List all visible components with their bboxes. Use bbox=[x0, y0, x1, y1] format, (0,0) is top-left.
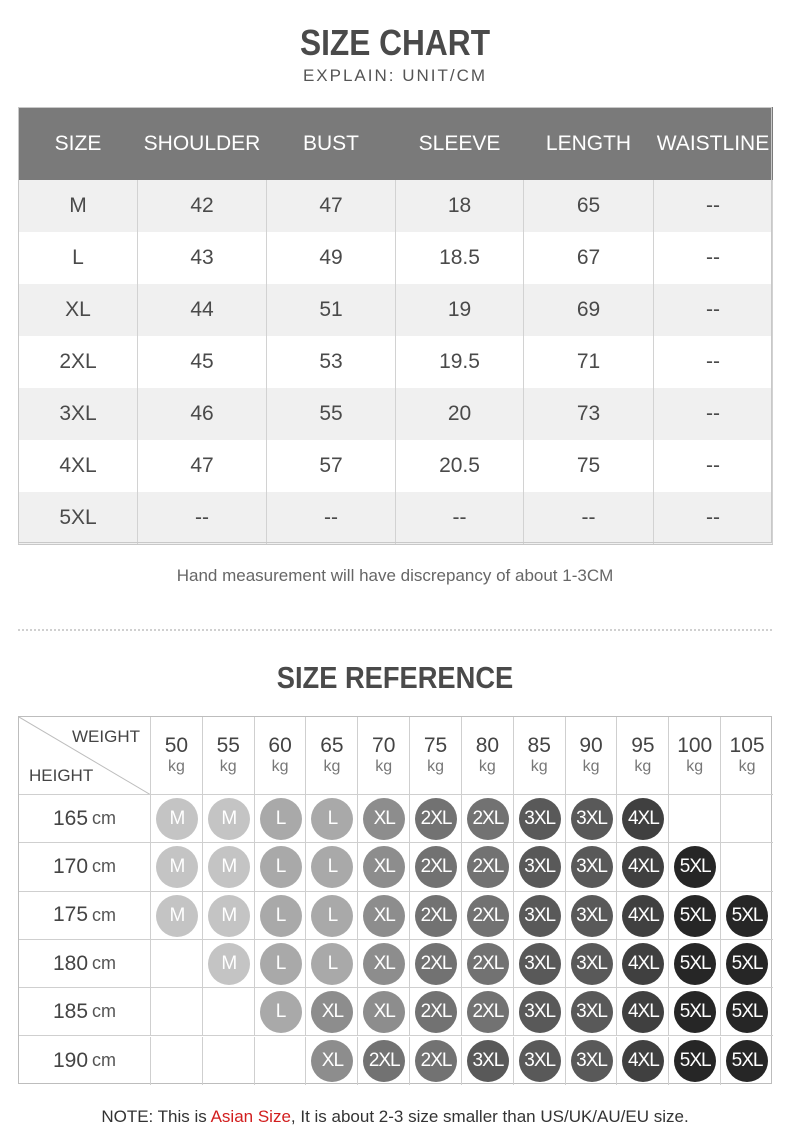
grid-cell bbox=[306, 988, 358, 1036]
measurement-cell: -- bbox=[654, 492, 773, 544]
grid-cell bbox=[306, 843, 358, 891]
size-badge: 5XL bbox=[726, 895, 768, 937]
size-badge: 2XL bbox=[467, 895, 509, 937]
grid-cell bbox=[721, 988, 773, 1036]
measurement-cell: 75 bbox=[524, 440, 654, 492]
measurement-cell: 67 bbox=[524, 232, 654, 284]
size-badge: M bbox=[156, 798, 198, 840]
grid-cell bbox=[306, 940, 358, 988]
size-badge: L bbox=[260, 798, 302, 840]
height-row-label bbox=[19, 1037, 151, 1085]
table-row bbox=[19, 232, 773, 284]
grid-cell bbox=[669, 892, 721, 940]
height-value: 185 bbox=[52, 999, 89, 1023]
size-badge: L bbox=[311, 846, 353, 888]
size-badge: 3XL bbox=[571, 895, 613, 937]
grid-cell bbox=[566, 795, 618, 843]
grid-cell bbox=[514, 1037, 566, 1085]
weight-header-cell bbox=[462, 717, 514, 795]
measurement-cell: -- bbox=[654, 284, 773, 336]
size-badge: 3XL bbox=[571, 991, 613, 1033]
height-row-label bbox=[19, 843, 151, 891]
measurement-cell: 46 bbox=[138, 388, 267, 440]
measurement-cell: 43 bbox=[138, 232, 267, 284]
size-badge: L bbox=[260, 846, 302, 888]
size-badge: 3XL bbox=[519, 846, 561, 888]
size-badge: 4XL bbox=[622, 798, 664, 840]
size-label-cell: M bbox=[19, 180, 138, 232]
footer-note bbox=[0, 1107, 790, 1127]
table-row bbox=[19, 336, 773, 388]
measurement-cell: 55 bbox=[267, 388, 396, 440]
weight-value: 50 bbox=[164, 733, 189, 757]
size-badge: 5XL bbox=[674, 1040, 716, 1082]
table-row bbox=[19, 284, 773, 336]
weight-unit: kg bbox=[167, 757, 185, 775]
size-badge: XL bbox=[363, 895, 405, 937]
column-header: WAISTLINE bbox=[654, 107, 773, 180]
table-row bbox=[19, 440, 773, 492]
measurement-cell: -- bbox=[267, 492, 396, 544]
measurement-cell: -- bbox=[654, 388, 773, 440]
size-badge: 5XL bbox=[726, 991, 768, 1033]
size-badge: 2XL bbox=[467, 943, 509, 985]
size-badge: 3XL bbox=[571, 798, 613, 840]
size-badge: 4XL bbox=[622, 1040, 664, 1082]
size-badge: 2XL bbox=[415, 798, 457, 840]
grid-cell bbox=[306, 892, 358, 940]
weight-header-cell bbox=[255, 717, 307, 795]
size-badge: 3XL bbox=[571, 846, 613, 888]
measurement-cell: -- bbox=[654, 440, 773, 492]
weight-unit: kg bbox=[686, 757, 704, 775]
grid-cell bbox=[514, 988, 566, 1036]
grid-cell bbox=[203, 940, 255, 988]
weight-unit: kg bbox=[478, 757, 496, 775]
size-badge: 3XL bbox=[571, 943, 613, 985]
size-badge: 5XL bbox=[674, 895, 716, 937]
size-badge: L bbox=[311, 895, 353, 937]
size-badge: 2XL bbox=[415, 846, 457, 888]
grid-cell bbox=[617, 1037, 669, 1085]
grid-cell bbox=[669, 988, 721, 1036]
weight-value: 70 bbox=[372, 733, 396, 757]
weight-header-cell bbox=[514, 717, 566, 795]
size-badge: XL bbox=[363, 846, 405, 888]
size-badge: L bbox=[311, 798, 353, 840]
height-unit: cm bbox=[92, 1050, 117, 1071]
grid-cell bbox=[669, 940, 721, 988]
grid-cell bbox=[514, 795, 566, 843]
grid-cell bbox=[151, 1037, 203, 1085]
grid-cell bbox=[566, 892, 618, 940]
size-badge: 2XL bbox=[363, 1040, 405, 1082]
size-badge: L bbox=[260, 943, 302, 985]
weight-unit: kg bbox=[530, 757, 548, 775]
size-badge: 2XL bbox=[415, 895, 457, 937]
size-chart-subtitle: EXPLAIN: UNIT/CM bbox=[302, 66, 488, 85]
grid-cell bbox=[358, 988, 410, 1036]
size-label-cell: L bbox=[19, 232, 138, 284]
size-badge: M bbox=[208, 895, 250, 937]
grid-cell bbox=[566, 940, 618, 988]
grid-cell bbox=[566, 1037, 618, 1085]
grid-cell bbox=[203, 795, 255, 843]
size-badge: 5XL bbox=[674, 943, 716, 985]
grid-cell bbox=[255, 892, 307, 940]
grid-cell bbox=[617, 988, 669, 1036]
height-row-label bbox=[19, 795, 151, 843]
size-badge: XL bbox=[311, 1040, 353, 1082]
size-chart-table bbox=[18, 107, 773, 545]
grid-cell bbox=[514, 843, 566, 891]
size-badge: 3XL bbox=[571, 1040, 613, 1082]
measurement-cell: 47 bbox=[138, 440, 267, 492]
measurement-cell: 73 bbox=[524, 388, 654, 440]
grid-cell bbox=[669, 795, 721, 843]
grid-cell bbox=[151, 988, 203, 1036]
size-badge: 2XL bbox=[467, 798, 509, 840]
measurement-cell: 65 bbox=[524, 180, 654, 232]
size-badge: 4XL bbox=[622, 943, 664, 985]
grid-cell bbox=[617, 795, 669, 843]
grid-cell bbox=[358, 795, 410, 843]
measurement-cell: 20.5 bbox=[396, 440, 524, 492]
grid-cell bbox=[255, 843, 307, 891]
grid-cell bbox=[358, 1037, 410, 1085]
grid-cell bbox=[669, 1037, 721, 1085]
measurement-cell: 42 bbox=[138, 180, 267, 232]
size-badge: 4XL bbox=[622, 846, 664, 888]
grid-cell bbox=[617, 892, 669, 940]
height-row-label bbox=[19, 892, 151, 940]
measurement-cell: -- bbox=[396, 492, 524, 544]
grid-cell bbox=[410, 940, 462, 988]
measurement-cell: 53 bbox=[267, 336, 396, 388]
measurement-cell: 18 bbox=[396, 180, 524, 232]
grid-cell bbox=[358, 843, 410, 891]
size-badge: XL bbox=[363, 798, 405, 840]
measurement-cell: 49 bbox=[267, 232, 396, 284]
measurement-cell: -- bbox=[138, 492, 267, 544]
weight-unit: kg bbox=[634, 757, 652, 775]
height-value: 180 bbox=[52, 951, 89, 975]
size-badge: M bbox=[208, 798, 250, 840]
weight-header-cell bbox=[669, 717, 721, 795]
size-label-cell: 3XL bbox=[19, 388, 138, 440]
weight-header-cell bbox=[617, 717, 669, 795]
size-badge: L bbox=[260, 991, 302, 1033]
size-badge: M bbox=[156, 895, 198, 937]
size-badge: 3XL bbox=[519, 943, 561, 985]
footer-note-prefix: NOTE: This is bbox=[101, 1107, 211, 1126]
height-row-label bbox=[19, 988, 151, 1036]
size-label-cell: XL bbox=[19, 284, 138, 336]
size-badge: 2XL bbox=[415, 943, 457, 985]
grid-cell bbox=[514, 940, 566, 988]
grid-cell bbox=[566, 843, 618, 891]
grid-cell bbox=[151, 843, 203, 891]
measurement-cell: 44 bbox=[138, 284, 267, 336]
grid-cell bbox=[410, 795, 462, 843]
height-unit: cm bbox=[92, 904, 117, 925]
grid-cell bbox=[203, 843, 255, 891]
column-header: SHOULDER bbox=[138, 107, 267, 180]
size-chart-title: SIZE CHART bbox=[299, 22, 491, 63]
table-row bbox=[19, 492, 773, 544]
size-badge: 2XL bbox=[415, 1040, 457, 1082]
grid-cell bbox=[255, 988, 307, 1036]
weight-header-cell bbox=[306, 717, 358, 795]
grid-cell bbox=[462, 988, 514, 1036]
grid-cell bbox=[721, 892, 773, 940]
weight-header-cell bbox=[566, 717, 618, 795]
column-header: SIZE bbox=[19, 107, 138, 180]
weight-header-cell bbox=[203, 717, 255, 795]
measurement-note: Hand measurement will have discrepancy of about 1-3CM bbox=[176, 566, 614, 585]
height-unit: cm bbox=[92, 1001, 117, 1022]
table-row bbox=[19, 388, 773, 440]
grid-cell bbox=[203, 892, 255, 940]
size-badge: XL bbox=[363, 943, 405, 985]
weight-unit: kg bbox=[219, 757, 237, 775]
weight-unit: kg bbox=[323, 757, 341, 775]
measurement-cell: 20 bbox=[396, 388, 524, 440]
weight-header-cell bbox=[410, 717, 462, 795]
size-badge: 3XL bbox=[467, 1040, 509, 1082]
weight-unit: kg bbox=[738, 757, 756, 775]
size-badge: 5XL bbox=[674, 991, 716, 1033]
size-badge: 3XL bbox=[519, 1040, 561, 1082]
measurement-cell: -- bbox=[654, 180, 773, 232]
weight-value: 80 bbox=[475, 733, 500, 757]
asian-size-highlight: Asian Size bbox=[210, 1107, 291, 1126]
size-badge: 5XL bbox=[674, 846, 716, 888]
grid-cell bbox=[514, 892, 566, 940]
grid-cell bbox=[410, 892, 462, 940]
measurement-cell: -- bbox=[654, 336, 773, 388]
column-header: LENGTH bbox=[524, 107, 654, 180]
table-row bbox=[19, 180, 773, 232]
size-badge: XL bbox=[363, 991, 405, 1033]
size-badge: 4XL bbox=[622, 991, 664, 1033]
size-label-cell: 5XL bbox=[19, 492, 138, 544]
grid-cell bbox=[721, 940, 773, 988]
size-badge: M bbox=[208, 943, 250, 985]
grid-cell bbox=[151, 795, 203, 843]
height-row-label bbox=[19, 940, 151, 988]
size-badge: 2XL bbox=[415, 991, 457, 1033]
grid-cell bbox=[255, 940, 307, 988]
measurement-cell: 45 bbox=[138, 336, 267, 388]
grid-cell bbox=[617, 940, 669, 988]
size-reference-grid bbox=[18, 716, 772, 1084]
weight-value: 75 bbox=[423, 733, 448, 757]
weight-unit: kg bbox=[427, 757, 444, 775]
weight-value: 55 bbox=[216, 733, 240, 757]
measurement-cell: -- bbox=[524, 492, 654, 544]
size-badge: 3XL bbox=[519, 991, 561, 1033]
weight-axis-label: WEIGHT bbox=[72, 727, 140, 746]
grid-cell bbox=[462, 1037, 514, 1085]
weight-header-cell bbox=[151, 717, 203, 795]
size-badge: 4XL bbox=[622, 895, 664, 937]
size-badge: L bbox=[311, 943, 353, 985]
height-unit: cm bbox=[92, 856, 117, 877]
size-badge: M bbox=[156, 846, 198, 888]
height-axis-label: HEIGHT bbox=[29, 766, 94, 785]
grid-cell bbox=[721, 795, 773, 843]
weight-value: 105 bbox=[729, 733, 765, 757]
height-value: 170 bbox=[52, 854, 89, 878]
grid-cell bbox=[255, 795, 307, 843]
grid-cell bbox=[203, 1037, 255, 1085]
size-badge: L bbox=[260, 895, 302, 937]
measurement-cell: -- bbox=[654, 232, 773, 284]
size-chart-header-row bbox=[19, 107, 773, 180]
size-badge: 3XL bbox=[519, 895, 561, 937]
size-badge: 5XL bbox=[726, 1040, 768, 1082]
grid-cell bbox=[669, 843, 721, 891]
measurement-cell: 19 bbox=[396, 284, 524, 336]
grid-cell bbox=[566, 988, 618, 1036]
grid-cell bbox=[306, 1037, 358, 1085]
weight-value: 100 bbox=[677, 733, 713, 757]
grid-cell bbox=[721, 843, 773, 891]
measurement-cell: 18.5 bbox=[396, 232, 524, 284]
grid-cell bbox=[151, 892, 203, 940]
size-badge: 3XL bbox=[519, 798, 561, 840]
size-badge: M bbox=[208, 846, 250, 888]
weight-value: 85 bbox=[527, 733, 551, 757]
height-value: 175 bbox=[52, 903, 89, 927]
height-unit: cm bbox=[92, 808, 117, 829]
measurement-cell: 69 bbox=[524, 284, 654, 336]
grid-cell bbox=[462, 843, 514, 891]
grid-cell bbox=[255, 1037, 307, 1085]
grid-cell bbox=[462, 795, 514, 843]
weight-value: 65 bbox=[320, 733, 344, 757]
grid-cell bbox=[410, 1037, 462, 1085]
weight-unit: kg bbox=[271, 757, 289, 775]
height-value: 165 bbox=[52, 806, 89, 830]
grid-cell bbox=[462, 940, 514, 988]
measurement-cell: 19.5 bbox=[396, 336, 524, 388]
measurement-cell: 57 bbox=[267, 440, 396, 492]
column-header: BUST bbox=[267, 107, 396, 180]
size-badge: 5XL bbox=[726, 943, 768, 985]
measurement-cell: 47 bbox=[267, 180, 396, 232]
measurement-cell: 71 bbox=[524, 336, 654, 388]
size-badge: XL bbox=[311, 991, 353, 1033]
weight-value: 95 bbox=[631, 733, 655, 757]
weight-unit: kg bbox=[582, 757, 600, 775]
size-label-cell: 2XL bbox=[19, 336, 138, 388]
height-value: 190 bbox=[52, 1048, 89, 1072]
size-label-cell: 4XL bbox=[19, 440, 138, 492]
grid-corner bbox=[19, 717, 151, 795]
measurement-cell: 51 bbox=[267, 284, 396, 336]
weight-header-cell bbox=[721, 717, 773, 795]
grid-cell bbox=[617, 843, 669, 891]
grid-cell bbox=[203, 988, 255, 1036]
size-badge: 2XL bbox=[467, 991, 509, 1033]
size-badge: 2XL bbox=[467, 846, 509, 888]
size-reference-title: SIZE REFERENCE bbox=[276, 660, 514, 695]
footer-note-suffix: , It is about 2-3 size smaller than US/UK/AU/EU size. bbox=[290, 1107, 689, 1126]
grid-cell bbox=[358, 940, 410, 988]
section-divider bbox=[18, 629, 772, 631]
grid-cell bbox=[151, 940, 203, 988]
grid-cell bbox=[358, 892, 410, 940]
weight-unit: kg bbox=[375, 757, 393, 775]
grid-cell bbox=[410, 843, 462, 891]
column-header: SLEEVE bbox=[396, 107, 524, 180]
weight-value: 60 bbox=[268, 733, 292, 757]
grid-cell bbox=[306, 795, 358, 843]
height-unit: cm bbox=[92, 953, 117, 974]
weight-header-cell bbox=[358, 717, 410, 795]
weight-value: 90 bbox=[579, 733, 603, 757]
grid-cell bbox=[410, 988, 462, 1036]
grid-cell bbox=[721, 1037, 773, 1085]
grid-cell bbox=[462, 892, 514, 940]
